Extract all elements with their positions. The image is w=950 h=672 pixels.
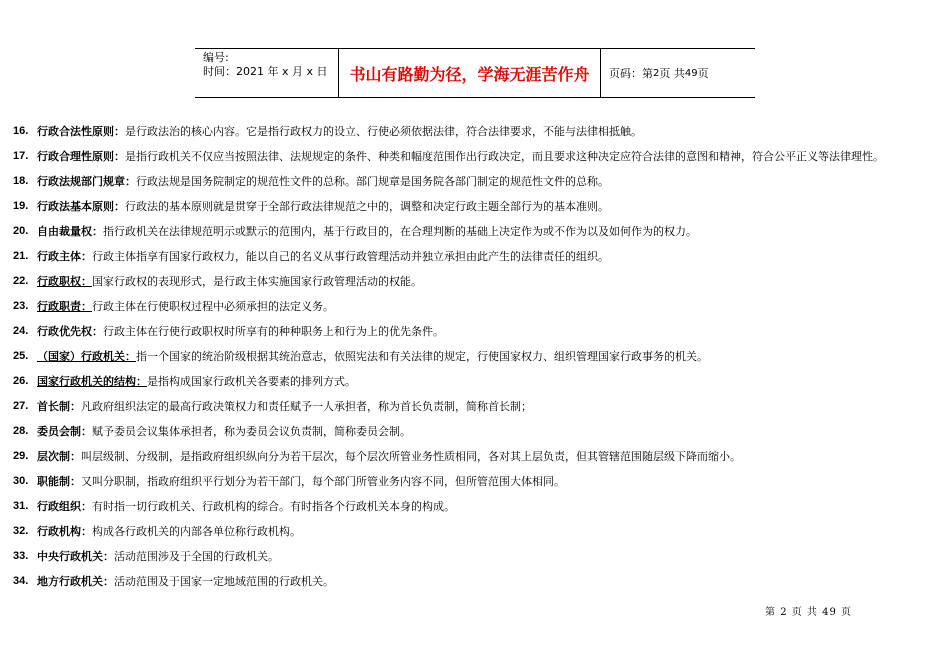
item-number: 31. xyxy=(13,499,29,512)
item-number: 33. xyxy=(13,549,29,562)
item-number: 27. xyxy=(13,399,29,412)
item-definition: 指一个国家的统治阶级根据其统治意志，依照宪法和有关法律的规定，行使国家权力、组织管理国家行政事务的机关。 xyxy=(136,349,708,363)
item-number: 17. xyxy=(13,149,29,162)
item-definition: 国家行政权的表现形式，是行政主体实施国家行政管理活动的权能。 xyxy=(92,274,422,288)
list-item xyxy=(13,543,938,568)
header-page-cell xyxy=(601,49,755,97)
item-term: 委员会制： xyxy=(37,424,92,438)
item-number: 26. xyxy=(13,374,29,387)
item-number: 22. xyxy=(13,274,29,287)
item-definition: 指行政机关在法律规范明示或默示的范围内，基于行政目的，在合理判断的基础上决定作为或不作为以及如何作为的权力。 xyxy=(103,224,697,238)
item-term: 行政合法性原则： xyxy=(37,124,125,138)
item-number: 32. xyxy=(13,524,29,537)
item-number: 18. xyxy=(13,174,29,187)
list-item xyxy=(13,293,938,318)
header-table xyxy=(195,48,755,98)
list-item xyxy=(13,243,938,268)
item-term: 职能制： xyxy=(37,474,81,488)
item-term: 行政职权： xyxy=(37,274,92,288)
item-definition: 行政法的基本原则就是贯穿于全部行政法律规范之中的，调整和决定行政主题全部行为的基本准则。 xyxy=(125,199,609,213)
list-item xyxy=(13,118,938,143)
document-time-label: 时间：2021 年 x 月 x 日 xyxy=(203,65,328,78)
list-item xyxy=(13,168,938,193)
page-suffix: 页 xyxy=(697,67,709,80)
list-item xyxy=(13,418,938,443)
item-definition: 叫层级制、分级制，是指政府组织纵向分为若干层次，每个层次所管业务性质相同，各对其上层负责，但其管辖范围随层级下降而缩小。 xyxy=(81,449,741,463)
definition-list xyxy=(13,118,938,593)
item-number: 28. xyxy=(13,424,29,437)
item-number: 20. xyxy=(13,224,29,237)
list-item xyxy=(13,368,938,393)
item-definition: 行政主体在行使职权过程中必须承担的法定义务。 xyxy=(92,299,334,313)
item-term: 行政组织： xyxy=(37,499,92,513)
item-term: 自由裁量权： xyxy=(37,224,103,238)
item-term: 国家行政机关的结构： xyxy=(37,374,147,388)
item-term: 行政职责： xyxy=(37,299,92,313)
page-footer: 第 2 页 共 49 页 xyxy=(765,607,852,618)
item-term: 行政优先权： xyxy=(37,324,103,338)
list-item xyxy=(13,468,938,493)
item-number: 29. xyxy=(13,449,29,462)
header-motto: 书山有路勤为径，学海无涯苦作舟 xyxy=(339,49,601,97)
list-item xyxy=(13,143,938,168)
list-item xyxy=(13,518,938,543)
list-item xyxy=(13,193,938,218)
list-item xyxy=(13,318,938,343)
list-item xyxy=(13,268,938,293)
item-number: 34. xyxy=(13,574,29,587)
item-definition: 凡政府组织法定的最高行政决策权力和责任赋予一人承担者，称为首长负责制，简称首长制； xyxy=(81,399,532,413)
item-definition: 行政主体指享有国家行政权力，能以自己的名义从事行政管理活动并独立承担由此产生的法律责任的组织。 xyxy=(92,249,609,263)
item-number: 25. xyxy=(13,349,29,362)
list-item xyxy=(13,443,938,468)
header-meta-cell xyxy=(195,49,339,97)
item-term: 地方行政机关： xyxy=(37,574,114,588)
item-definition: 赋予委员会议集体承担者，称为委员会议负责制，简称委员会制。 xyxy=(92,424,411,438)
item-definition: 构成各行政机关的内部各单位称行政机构。 xyxy=(92,524,301,538)
item-definition: 是指行政机关不仅应当按照法律、法规规定的条件、种类和幅度范围作出行政决定，而且要求这种决定应符合法律的意图和精神，符合公平正义等法律理性。 xyxy=(125,149,884,163)
item-number: 30. xyxy=(13,474,29,487)
item-term: （国家）行政机关： xyxy=(37,349,136,363)
item-term: 行政合理性原则： xyxy=(37,149,125,163)
document-number-label: 编号: xyxy=(203,51,229,64)
item-definition: 是指构成国家行政机关各要素的排列方式。 xyxy=(147,374,356,388)
list-item xyxy=(13,218,938,243)
item-number: 16. xyxy=(13,124,29,137)
item-definition: 活动范围及于国家一定地域范围的行政机关。 xyxy=(114,574,334,588)
item-definition: 又叫分职制，指政府组织平行划分为若干部门，每个部门所管业务内容不同，但所管范围大体相同。 xyxy=(81,474,565,488)
item-number: 19. xyxy=(13,199,29,212)
item-definition: 是行政法治的核心内容。它是指行政权力的设立、行使必须依据法律，符合法律要求，不能与法律相抵触。 xyxy=(125,124,642,138)
list-item xyxy=(13,343,938,368)
item-term: 行政机构： xyxy=(37,524,92,538)
item-definition: 行政法规是国务院制定的规范性文件的总称。部门规章是国务院各部门制定的规范性文件的总称。 xyxy=(136,174,609,188)
page-total: 49 xyxy=(684,67,698,79)
item-term: 行政法基本原则： xyxy=(37,199,125,213)
list-item xyxy=(13,493,938,518)
item-term: 层次制： xyxy=(37,449,81,463)
item-term: 中央行政机关： xyxy=(37,549,114,563)
page-current: 2 xyxy=(653,67,660,79)
list-item xyxy=(13,393,938,418)
item-definition: 行政主体在行使行政职权时所享有的种种职务上和行为上的优先条件。 xyxy=(103,324,444,338)
page-prefix: 页码：第 xyxy=(609,67,653,80)
list-item xyxy=(13,568,938,593)
item-term: 行政主体： xyxy=(37,249,92,263)
item-number: 23. xyxy=(13,299,29,312)
item-term: 首长制： xyxy=(37,399,81,413)
item-term: 行政法规部门规章： xyxy=(37,174,136,188)
item-number: 24. xyxy=(13,324,29,337)
item-definition: 活动范围涉及于全国的行政机关。 xyxy=(114,549,279,563)
page-mid: 页 共 xyxy=(659,67,685,80)
item-definition: 有时指一切行政机关、行政机构的综合。有时指各个行政机关本身的构成。 xyxy=(92,499,455,513)
item-number: 21. xyxy=(13,249,29,262)
